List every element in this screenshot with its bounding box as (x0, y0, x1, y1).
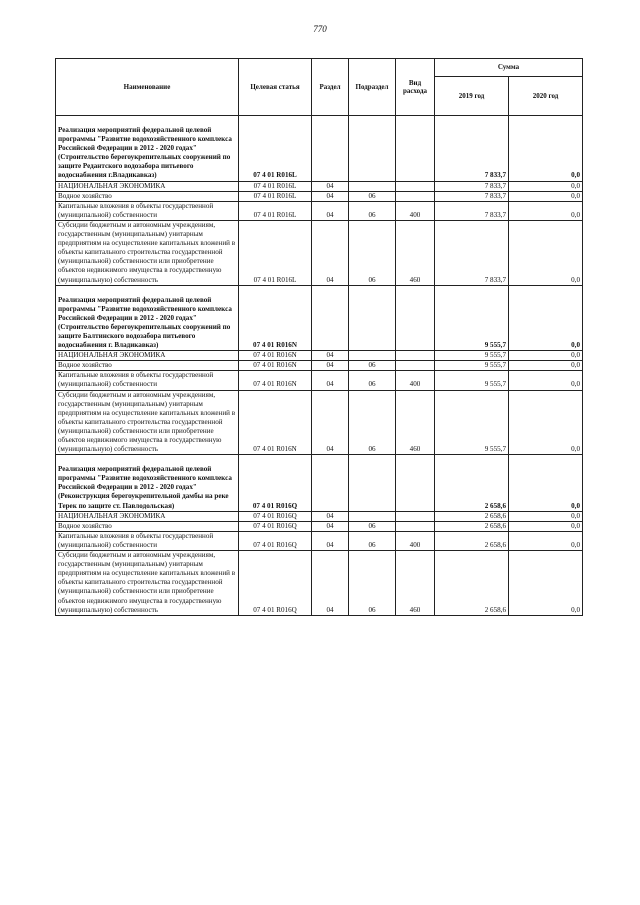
row-name: Водное хозяйство (56, 361, 239, 371)
row-expense-type (396, 455, 435, 511)
row-name: НАЦИОНАЛЬНАЯ ЭКОНОМИКА (56, 511, 239, 521)
table-row (56, 371, 583, 390)
row-section: 04 (312, 201, 349, 220)
row-sum-2019: 2 658,6 (435, 511, 509, 521)
row-section (312, 285, 349, 351)
table-row (56, 521, 583, 531)
row-name: Водное хозяйство (56, 191, 239, 201)
row-name: Капитальные вложения в объекты государственной (муниципальной) собственности (56, 371, 239, 390)
header-subsection: Подраздел (349, 59, 396, 116)
row-sum-2020: 0,0 (509, 531, 583, 550)
row-sum-2020: 0,0 (509, 390, 583, 455)
row-subsection: 06 (349, 531, 396, 550)
table-row (56, 181, 583, 191)
row-name: Субсидии бюджетным и автономным учреждениям, государственным (муниципальным) унитарным предприятиям на осуществление капитальных вложений в объекты капитального строительства государственной (муниципальной) собственности или приобретение объектов недвижимого имущества в государственную (муниципальную) собственность (56, 390, 239, 455)
row-target: 07 4 01 R016N (239, 371, 312, 390)
row-sum-2019: 2 658,6 (435, 455, 509, 511)
row-sum-2020: 0,0 (509, 116, 583, 182)
table-row (56, 390, 583, 455)
table-row (56, 201, 583, 220)
row-subsection (349, 285, 396, 351)
row-sum-2019: 7 833,7 (435, 191, 509, 201)
table-row (56, 285, 583, 351)
row-section: 04 (312, 521, 349, 531)
table-body (56, 116, 583, 616)
row-subsection: 06 (349, 191, 396, 201)
row-sum-2019: 9 555,7 (435, 390, 509, 455)
row-expense-type (396, 181, 435, 191)
row-target: 07 4 01 R016Q (239, 551, 312, 616)
row-name: Капитальные вложения в объекты государственной (муниципальной) собственности (56, 201, 239, 220)
row-section: 04 (312, 531, 349, 550)
row-name: Реализация мероприятий федеральной целевой программы "Развитие водохозяйственного комплекса Российской Федерации в 2012 - 2020 годах" (Строительство берегоукрепительных сооружений по защите Редантского водозабора питьевого водоснабжения г.Владикавказ) (56, 116, 239, 182)
row-name: НАЦИОНАЛЬНАЯ ЭКОНОМИКА (56, 351, 239, 361)
row-name: Капитальные вложения в объекты государственной (муниципальной) собственности (56, 531, 239, 550)
row-subsection: 06 (349, 371, 396, 390)
row-sum-2019: 9 555,7 (435, 371, 509, 390)
row-sum-2019: 2 658,6 (435, 521, 509, 531)
row-section: 04 (312, 361, 349, 371)
row-sum-2020: 0,0 (509, 220, 583, 285)
row-sum-2019: 7 833,7 (435, 220, 509, 285)
row-section: 04 (312, 220, 349, 285)
table-row (56, 220, 583, 285)
row-subsection (349, 455, 396, 511)
row-expense-type (396, 116, 435, 182)
row-subsection (349, 116, 396, 182)
row-sum-2020: 0,0 (509, 201, 583, 220)
row-target: 07 4 01 R016N (239, 351, 312, 361)
row-name: Субсидии бюджетным и автономным учреждениям, государственным (муниципальным) унитарным предприятиям на осуществление капитальных вложений в объекты капитального строительства государственной (муниципальной) собственности или приобретение объектов недвижимого имущества в государственную (муниципальную) собственность (56, 220, 239, 285)
row-target: 07 4 01 R016Q (239, 521, 312, 531)
row-section: 04 (312, 181, 349, 191)
page-number: 770 (313, 24, 327, 34)
table-row (56, 351, 583, 361)
table-row (56, 511, 583, 521)
row-sum-2019: 7 833,7 (435, 181, 509, 191)
row-subsection: 06 (349, 361, 396, 371)
row-subsection: 06 (349, 201, 396, 220)
row-target: 07 4 01 R016L (239, 191, 312, 201)
row-sum-2019: 9 555,7 (435, 361, 509, 371)
row-subsection (349, 511, 396, 521)
row-target: 07 4 01 R016N (239, 390, 312, 455)
row-name: Реализация мероприятий федеральной целевой программы "Развитие водохозяйственного комплекса Российской Федерации в 2012 - 2020 годах" (Реконструкция берегоукрепительной дамбы на реке Терек по защите ст. Павлодольская) (56, 455, 239, 511)
row-expense-type (396, 285, 435, 351)
table-row (56, 361, 583, 371)
row-target: 07 4 01 R016L (239, 220, 312, 285)
table-row (56, 551, 583, 616)
row-expense-type: 460 (396, 390, 435, 455)
row-target: 07 4 01 R016N (239, 285, 312, 351)
row-subsection: 06 (349, 521, 396, 531)
row-sum-2020: 0,0 (509, 181, 583, 191)
row-section (312, 116, 349, 182)
row-target: 07 4 01 R016Q (239, 455, 312, 511)
row-target: 07 4 01 R016L (239, 116, 312, 182)
row-sum-2020: 0,0 (509, 521, 583, 531)
row-sum-2019: 9 555,7 (435, 351, 509, 361)
header-2019: 2019 год (435, 77, 509, 116)
row-expense-type (396, 521, 435, 531)
row-sum-2020: 0,0 (509, 361, 583, 371)
header-sum: Сумма (435, 59, 583, 77)
row-target: 07 4 01 R016Q (239, 511, 312, 521)
row-expense-type: 460 (396, 220, 435, 285)
row-expense-type: 460 (396, 551, 435, 616)
row-subsection (349, 181, 396, 191)
header-section: Раздел (312, 59, 349, 116)
row-section: 04 (312, 551, 349, 616)
row-section: 04 (312, 511, 349, 521)
row-subsection: 06 (349, 551, 396, 616)
budget-table (55, 58, 583, 616)
row-sum-2019: 2 658,6 (435, 531, 509, 550)
row-expense-type (396, 191, 435, 201)
row-section: 04 (312, 191, 349, 201)
row-sum-2019: 9 555,7 (435, 285, 509, 351)
row-sum-2019: 7 833,7 (435, 201, 509, 220)
row-section: 04 (312, 371, 349, 390)
row-section: 04 (312, 390, 349, 455)
row-sum-2019: 7 833,7 (435, 116, 509, 182)
header-2020: 2020 год (509, 77, 583, 116)
row-name: Реализация мероприятий федеральной целевой программы "Развитие водохозяйственного комплекса Российской Федерации в 2012 - 2020 годах" (Строительство берегоукрепительных сооружений по защите Балтинского водозабора питьевого водоснабжения г. Владикавказ) (56, 285, 239, 351)
header-target: Целевая статья (239, 59, 312, 116)
table-row (56, 116, 583, 182)
row-expense-type: 400 (396, 371, 435, 390)
row-subsection (349, 351, 396, 361)
row-sum-2020: 0,0 (509, 511, 583, 521)
row-subsection: 06 (349, 220, 396, 285)
row-target: 07 4 01 R016N (239, 361, 312, 371)
row-target: 07 4 01 R016Q (239, 531, 312, 550)
row-target: 07 4 01 R016L (239, 181, 312, 191)
row-target: 07 4 01 R016L (239, 201, 312, 220)
table-row (56, 531, 583, 550)
row-expense-type (396, 361, 435, 371)
row-name: Водное хозяйство (56, 521, 239, 531)
row-sum-2020: 0,0 (509, 351, 583, 361)
row-sum-2020: 0,0 (509, 191, 583, 201)
header-name: Наименование (56, 59, 239, 116)
row-name: НАЦИОНАЛЬНАЯ ЭКОНОМИКА (56, 181, 239, 191)
row-expense-type: 400 (396, 201, 435, 220)
row-section: 04 (312, 351, 349, 361)
row-expense-type: 400 (396, 531, 435, 550)
row-sum-2020: 0,0 (509, 455, 583, 511)
row-name: Субсидии бюджетным и автономным учреждениям, государственным (муниципальным) унитарным предприятиям на осуществление капитальных вложений в объекты капитального строительства государственной (муниципальной) собственности или приобретение объектов недвижимого имущества в государственную (муниципальную) собственность (56, 551, 239, 616)
table-row (56, 191, 583, 201)
row-subsection: 06 (349, 390, 396, 455)
row-sum-2020: 0,0 (509, 285, 583, 351)
row-expense-type (396, 351, 435, 361)
row-section (312, 455, 349, 511)
table-row (56, 455, 583, 511)
row-expense-type (396, 511, 435, 521)
row-sum-2019: 2 658,6 (435, 551, 509, 616)
row-sum-2020: 0,0 (509, 551, 583, 616)
header-expense-type: Вид расхода (396, 59, 435, 116)
row-sum-2020: 0,0 (509, 371, 583, 390)
